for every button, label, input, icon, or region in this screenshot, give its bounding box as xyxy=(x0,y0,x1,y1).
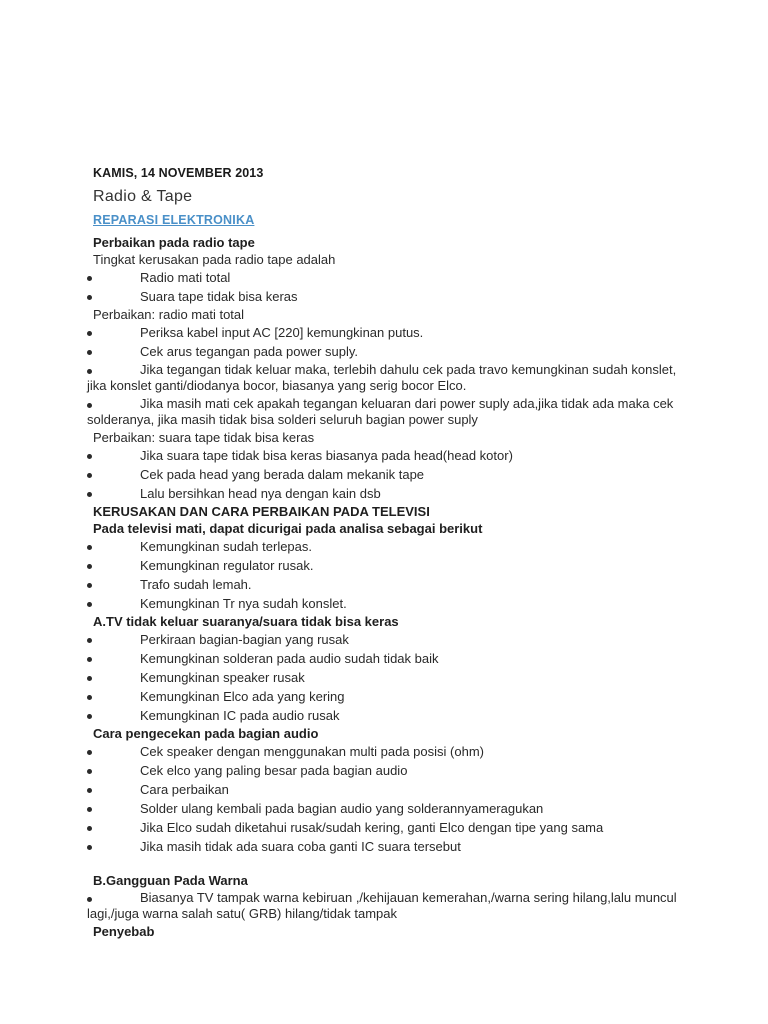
bullet-dot-icon xyxy=(87,331,92,336)
bullet-dot-icon xyxy=(87,369,92,374)
bullet-dot-icon xyxy=(87,545,92,550)
list-item-text: Lalu bersihkan head nya dengan kain dsb xyxy=(140,486,381,501)
list-item xyxy=(87,799,687,818)
section-heading: Perbaikan pada radio tape xyxy=(93,235,255,250)
list-item xyxy=(87,361,687,395)
bullet-dot-icon xyxy=(87,807,92,812)
paragraph: Tingkat kerusakan pada radio tape adalah xyxy=(93,252,336,267)
list-item xyxy=(87,594,687,613)
paragraph: Perbaikan: suara tape tidak bisa keras xyxy=(93,430,315,445)
bullet-dot-icon xyxy=(87,826,92,831)
bullet-dot-icon xyxy=(87,714,92,719)
list-item-text: Cek speaker dengan menggunakan multi pada posisi (ohm) xyxy=(140,744,484,759)
list-item xyxy=(87,484,687,503)
list-item-text: Cek pada head yang berada dalam mekanik tape xyxy=(140,467,425,482)
post-title: Radio & Tape xyxy=(93,188,193,205)
list-item xyxy=(87,706,687,725)
post-date: KAMIS, 14 NOVEMBER 2013 xyxy=(93,166,264,180)
list-item-text: Cek arus tegangan pada power suply. xyxy=(140,344,359,359)
list-item xyxy=(87,889,687,923)
section-heading: KERUSAKAN DAN CARA PERBAIKAN PADA TELEVISI xyxy=(93,504,430,519)
list-item-text: Trafo sudah lemah. xyxy=(140,577,252,592)
list-item-text: Jika masih mati cek apakah tegangan keluaran dari power suply ada,jika tidak ada maka cek solderanya, jika masih tidak bisa solderi seluruh bagian power suply xyxy=(87,396,674,427)
list-item-text: Perkiraan bagian-bagian yang rusak xyxy=(140,632,349,647)
bullet-dot-icon xyxy=(87,583,92,588)
bullet-dot-icon xyxy=(87,295,92,300)
bullet-dot-icon xyxy=(87,845,92,850)
list-item xyxy=(87,742,687,761)
section-heading: A.TV tidak keluar suaranya/suara tidak bisa keras xyxy=(93,614,399,629)
list-item-text: Biasanya TV tampak warna kebiruan ,/kehijauan kemerahan,/warna sering hilang,lalu muncul lagi,/juga warna salah satu( GRB) hilang/tidak tampak xyxy=(87,890,677,921)
bullet-dot-icon xyxy=(87,695,92,700)
bullet-dot-icon xyxy=(87,473,92,478)
bullet-dot-icon xyxy=(87,276,92,281)
list-item-text: Kemungkinan sudah terlepas. xyxy=(140,539,313,554)
list-item xyxy=(87,446,687,465)
list-item-text: Periksa kabel input AC [220] kemungkinan putus. xyxy=(140,325,424,340)
post-label-link[interactable]: REPARASI ELEKTRONIKA xyxy=(93,213,255,227)
bullet-dot-icon xyxy=(87,602,92,607)
section-heading: B.Gangguan Pada Warna xyxy=(93,873,248,888)
bullet-dot-icon xyxy=(87,492,92,497)
section-heading: Cara pengecekan pada bagian audio xyxy=(93,726,319,741)
list-item xyxy=(87,268,687,287)
post-body xyxy=(87,234,687,940)
list-item-text: Jika tegangan tidak keluar maka, terlebih dahulu cek pada travo kemungkinan sudah konslet, jika konslet ganti/diodanya bocor, biasanya yang serig bocor Elco. xyxy=(87,362,677,393)
list-item-text: Solder ulang kembali pada bagian audio yang solderannyameragukan xyxy=(140,801,544,816)
list-item xyxy=(87,649,687,668)
bullet-dot-icon xyxy=(87,788,92,793)
list-item xyxy=(87,342,687,361)
list-item xyxy=(87,556,687,575)
list-item xyxy=(87,537,687,556)
spacer xyxy=(87,856,687,872)
list-item xyxy=(87,323,687,342)
paragraph: Perbaikan: radio mati total xyxy=(93,307,245,322)
bullet-dot-icon xyxy=(87,897,92,902)
list-item xyxy=(87,818,687,837)
section-heading: Penyebab xyxy=(93,924,155,939)
list-item-text: Radio mati total xyxy=(140,270,231,285)
list-item xyxy=(87,780,687,799)
list-item-text: Kemungkinan regulator rusak. xyxy=(140,558,314,573)
list-item xyxy=(87,575,687,594)
list-item xyxy=(87,668,687,687)
bullet-dot-icon xyxy=(87,769,92,774)
list-item-text: Cek elco yang paling besar pada bagian audio xyxy=(140,763,408,778)
list-item-text: Kemungkinan speaker rusak xyxy=(140,670,305,685)
bullet-dot-icon xyxy=(87,350,92,355)
list-item xyxy=(87,837,687,856)
bullet-dot-icon xyxy=(87,638,92,643)
bullet-dot-icon xyxy=(87,403,92,408)
list-item-text: Kemungkinan Tr nya sudah konslet. xyxy=(140,596,347,611)
list-item-text: Kemungkinan solderan pada audio sudah tidak baik xyxy=(140,651,439,666)
list-item xyxy=(87,630,687,649)
list-item-text: Jika masih tidak ada suara coba ganti IC suara tersebut xyxy=(140,839,461,854)
list-item xyxy=(87,465,687,484)
bullet-dot-icon xyxy=(87,676,92,681)
list-item-text: Jika suara tape tidak bisa keras biasanya pada head(head kotor) xyxy=(140,448,513,463)
bullet-dot-icon xyxy=(87,564,92,569)
list-item-text: Cara perbaikan xyxy=(140,782,229,797)
list-item-text: Suara tape tidak bisa keras xyxy=(140,289,298,304)
list-item xyxy=(87,687,687,706)
section-heading: Pada televisi mati, dapat dicurigai pada analisa sebagai berikut xyxy=(93,521,483,536)
list-item-text: Kemungkinan Elco ada yang kering xyxy=(140,689,345,704)
list-item xyxy=(87,761,687,780)
list-item xyxy=(87,287,687,306)
list-item-text: Kemungkinan IC pada audio rusak xyxy=(140,708,340,723)
bullet-dot-icon xyxy=(87,454,92,459)
list-item xyxy=(87,395,687,429)
bullet-dot-icon xyxy=(87,750,92,755)
bullet-dot-icon xyxy=(87,657,92,662)
list-item-text: Jika Elco sudah diketahui rusak/sudah kering, ganti Elco dengan tipe yang sama xyxy=(140,820,604,835)
